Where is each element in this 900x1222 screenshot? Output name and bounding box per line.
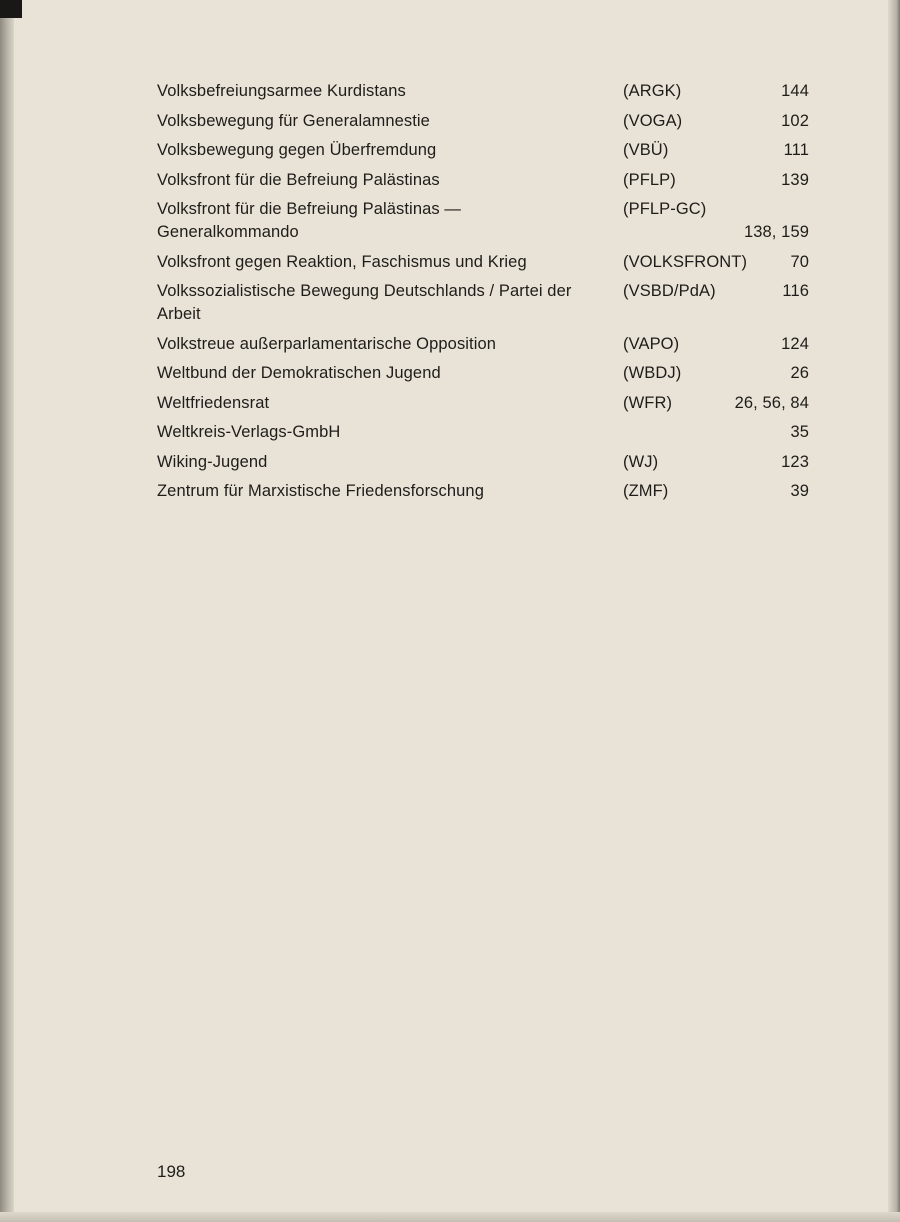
entry-abbreviation: (ARGK)	[623, 82, 682, 100]
entry-abbreviation: (PFLP-GC)	[623, 200, 707, 218]
index-entry	[157, 392, 817, 415]
entry-abbreviation: (WBDJ)	[623, 364, 682, 382]
entry-page-refs: 35	[790, 423, 809, 441]
entry-abbreviation: (VSBD/PdA)	[623, 282, 716, 300]
page-edge-bottom	[0, 1212, 900, 1222]
entry-page-refs: 102	[781, 111, 809, 130]
entry-page-refs: 139	[781, 170, 809, 189]
entry-name: Volksbewegung für Generalamnestie	[157, 111, 430, 130]
entry-abbreviation: (WJ)	[623, 452, 659, 471]
entry-page-refs: 144	[781, 82, 809, 100]
index-entry	[157, 139, 817, 162]
index-entry	[157, 198, 817, 244]
entry-page-refs: 116	[782, 282, 809, 300]
entry-page-refs: 70	[790, 252, 809, 271]
entry-name: Volkssozialistische Bewegung Deutschlands / Partei der Arbeit	[157, 282, 572, 323]
page-number: 198	[157, 1162, 186, 1181]
entry-abbreviation: (VAPO)	[623, 334, 680, 353]
entry-abbreviation: (ZMF)	[623, 482, 669, 500]
entry-page-refs: 26	[790, 364, 809, 382]
entry-page-refs: 124	[781, 334, 809, 353]
entry-name: Volksfront gegen Reaktion, Faschismus und Krieg	[157, 252, 527, 271]
entry-page-refs: 123	[781, 452, 809, 471]
entry-name: Volksbewegung gegen Überfremdung	[157, 141, 437, 159]
entry-abbreviation: (PFLP)	[623, 170, 676, 189]
entry-name: Weltfriedensrat	[157, 393, 270, 412]
entry-name: Wiking-Jugend	[157, 452, 268, 471]
entry-page-refs: 26, 56, 84	[734, 393, 809, 412]
index-entry	[157, 421, 817, 444]
entry-name: Volksfront für die Befreiung Palästinas — Generalkommando	[157, 200, 462, 241]
index-entry	[157, 480, 817, 503]
index-entry	[157, 80, 817, 103]
entry-name: Volkstreue außerparlamentarische Opposition	[157, 334, 497, 353]
book-binding	[0, 0, 14, 1222]
entry-page-refs: 138, 159	[743, 223, 809, 241]
index-entry	[157, 333, 817, 356]
entry-name: Volksbefreiungsarmee Kurdistans	[157, 82, 406, 100]
index-entry	[157, 251, 817, 274]
entry-page-refs: 39	[790, 482, 809, 500]
entry-abbreviation: (VBÜ)	[623, 141, 669, 159]
index-entry	[157, 169, 817, 192]
entry-abbreviation: (VOGA)	[623, 111, 683, 130]
entry-name: Weltbund der Demokratischen Jugend	[157, 364, 441, 382]
entry-page-refs: 111	[783, 141, 809, 159]
entry-abbreviation: (VOLKSFRONT)	[623, 252, 748, 271]
page-edge-right	[888, 0, 900, 1222]
index-entry	[157, 280, 817, 326]
entry-name: Weltkreis-Verlags-GmbH	[157, 423, 341, 441]
index-list	[157, 80, 817, 510]
index-entry	[157, 362, 817, 385]
entry-name: Zentrum für Marxistische Friedensforschung	[157, 482, 484, 500]
entry-name: Volksfront für die Befreiung Palästinas	[157, 170, 440, 189]
entry-abbreviation: (WFR)	[623, 393, 673, 412]
binding-corner	[0, 0, 22, 18]
index-entry	[157, 110, 817, 133]
index-entry	[157, 451, 817, 474]
